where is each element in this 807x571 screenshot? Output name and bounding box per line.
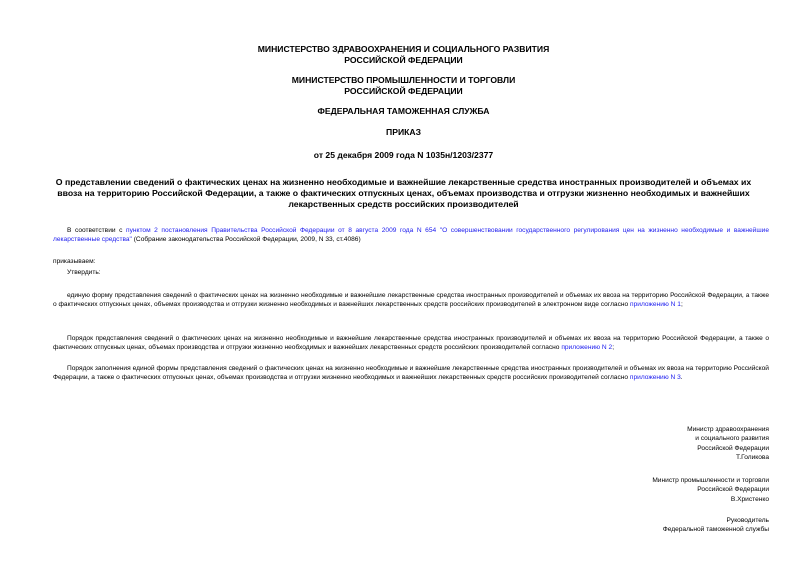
customs-heading: ФЕДЕРАЛЬНАЯ ТАМОЖЕННАЯ СЛУЖБА [317,106,490,116]
ministry-health-line2: РОССИЙСКОЙ ФЕДЕРАЦИИ [344,54,463,65]
signature-customs-head [569,516,769,535]
signature-name: Т.Голикова [735,454,769,462]
ministry-health-heading [0,44,807,65]
ministry-health-line1: МИНИСТЕРСТВО ЗДРАВООХРАНЕНИЯ И СОЦИАЛЬНОГО РАЗВИТИЯ [257,44,550,54]
signature-line: Руководитель [726,517,769,524]
p1-suffix: (Собрание законодательства Российской Федерации, 2009, N 33, ст.4086) [131,236,361,244]
approve-word: Утвердить: [67,269,101,276]
signature-line: Министр здравоохранения [687,426,769,433]
signature-line: Федеральной таможенной службы [662,526,769,534]
p2-text: единую форму представления сведений о фактических ценах на жизненно необходимые и важнейшие лекарственные средства иностранных производителей и объемах их ввоза на территорию Российской Федерации, а также о фактических отпускных ценах, объемах производства и отгрузки жизненно необходимых и важнейших лекарственных средств российских производителей в электронном виде согласно [53,292,769,309]
date-number-heading: от 25 декабря 2009 года N 1035н/1203/2377 [313,150,494,160]
decree-link[interactable]: пунктом 2 постановления Правительства Российской Федерации от 8 августа 2009 года N 654 "О совершенствовании государственного регулирования цен на жизненно необходимые и важнейшие лекарственные средства" [53,227,770,244]
document-title: О представлении сведений о фактических ценах на жизненно необходимые и важнейшие лекарственные средства иностранных производителей и объемах их ввоза на территорию Российской Федерации, а также о фактических отпускных ценах, объемах производства и отгрузки жизненно необходимых и важнейших лекарственных средств российских производителей [55,177,752,210]
ministry-industry-heading [0,75,807,96]
paragraph-item-1 [53,291,769,310]
appendix-3-link[interactable]: приложению N 3 [629,374,681,382]
appendix-2-link[interactable]: приложению N 2 [561,344,613,352]
paragraph-basis [53,226,769,245]
signature-line: Российской Федерации [697,486,769,494]
p3-text: Порядок представления сведений о фактических ценах на жизненно необходимые и важнейшие лекарственные средства иностранных производителей и объемах их ввоза на территорию Российской Федерации, а также о фактических отпускных ценах, объемах производства и отгрузки жизненно необходимых и важнейших лекарственных средств российских производителей согласно [53,335,769,352]
p4-text: Порядок заполнения единой формы представления сведений о фактических ценах на жизненно необходимые и важнейшие лекарственные средства иностранных производителей и объемах их ввоза на территорию Российской Федерации, а также о фактических отпускных ценах, объемах производства и отгрузки жизненно необходимых и важнейших лекарственных средств российских производителей согласно [53,365,769,382]
signature-line: Министр промышленности и торговли [652,477,769,484]
p1-prefix: В соответствии с [67,227,126,234]
doc-type-heading: ПРИКАЗ [386,127,421,137]
paragraph-item-2 [53,334,769,353]
ministry-industry-line2: РОССИЙСКОЙ ФЕДЕРАЦИИ [344,85,463,96]
order-word: приказываем: [53,258,96,265]
appendix-1-link[interactable]: приложению N 1 [630,301,681,309]
signature-name: В.Христенко [730,495,769,503]
signature-line: и социального развития [695,435,769,443]
p4-end: . [680,374,683,382]
signature-line: Российской Федерации [697,444,769,452]
ministry-industry-line1: МИНИСТЕРСТВО ПРОМЫШЛЕННОСТИ И ТОРГОВЛИ [291,75,516,85]
signature-health-minister [569,425,769,463]
paragraph-item-3 [53,364,769,383]
p2-end: ; [680,301,683,309]
p3-end: ; [612,344,615,352]
signature-industry-minister [569,476,769,504]
